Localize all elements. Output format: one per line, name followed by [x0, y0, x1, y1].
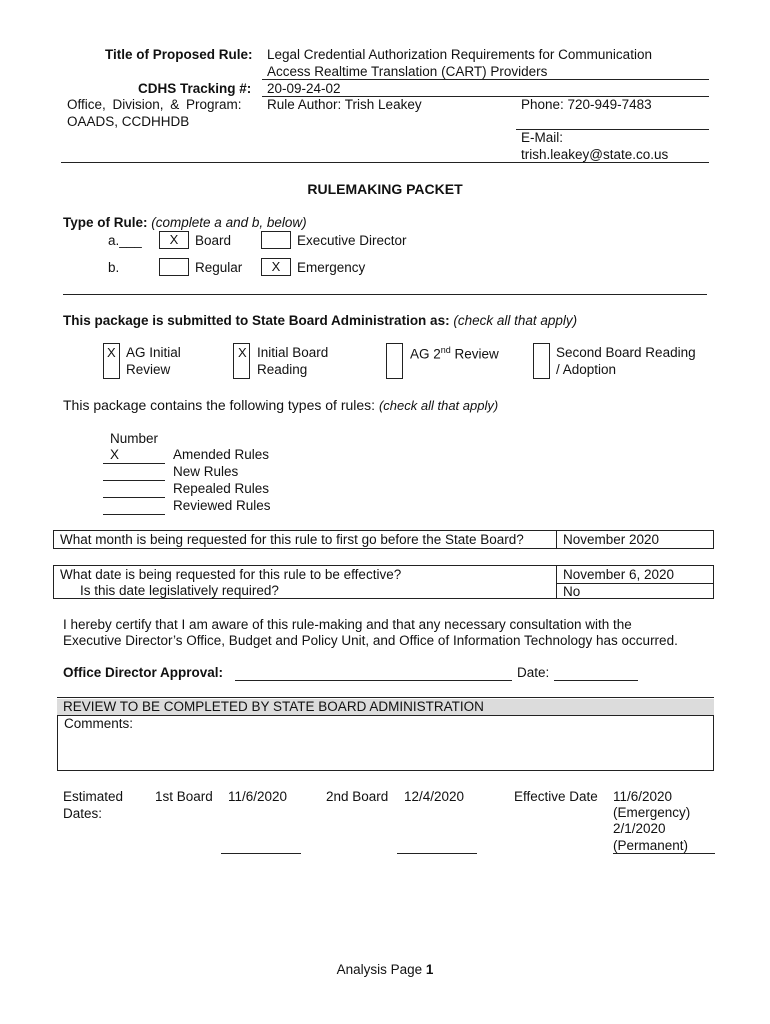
- emergency-label: Emergency: [297, 260, 366, 275]
- tracking-value: 20-09-24-02: [267, 81, 341, 96]
- amended-rules-line: [103, 463, 165, 464]
- title-underline: [262, 79, 709, 80]
- type-of-rule-label: Type of Rule:: [63, 215, 148, 230]
- reviewed-rules-line: [103, 514, 165, 515]
- approval-label: Office Director Approval:: [63, 665, 224, 680]
- submitted-label: This package is submitted to State Board Administration as:: [63, 313, 450, 328]
- effective-date-label: Effective Date: [514, 789, 598, 804]
- effective-date-line: [613, 853, 715, 854]
- initial-board-label-2: Reading: [257, 362, 308, 377]
- second-board-value: 12/4/2020: [404, 789, 465, 804]
- contains-hint: (check all that apply): [378, 398, 499, 413]
- effective-date-2-note: (Permanent): [613, 838, 689, 853]
- comments-box[interactable]: [57, 715, 714, 771]
- month-answer[interactable]: November 2020: [563, 532, 660, 547]
- emergency-checkbox[interactable]: X: [261, 258, 291, 276]
- comments-label: Comments:: [64, 716, 134, 731]
- estimated-label-2: Dates:: [63, 806, 103, 821]
- title-value-line2: Access Realtime Translation (CART) Providers: [267, 64, 548, 79]
- email-value: trish.leakey@state.co.us: [521, 147, 669, 162]
- date-question-cell: [54, 566, 557, 598]
- new-rules-label: New Rules: [173, 464, 239, 479]
- title-value-line1: Legal Credential Authorization Requirements for Communication: [267, 47, 652, 62]
- date-sub-answer[interactable]: No: [563, 584, 581, 599]
- review-top-rule: [57, 697, 714, 698]
- estimated-label-1: Estimated: [63, 789, 124, 804]
- number-header: Number: [110, 431, 159, 446]
- effective-date-1: 11/6/2020: [613, 789, 673, 804]
- footer-label: Analysis Page: [336, 962, 423, 977]
- approval-signature-line[interactable]: [235, 680, 512, 681]
- tracking-label: CDHS Tracking #:: [138, 81, 252, 96]
- initial-board-label-1: Initial Board: [257, 345, 329, 360]
- date-answer[interactable]: November 6, 2020: [557, 566, 713, 584]
- ag-initial-label-1: AG Initial: [126, 345, 181, 360]
- amended-rules-label: Amended Rules: [173, 447, 270, 462]
- executive-director-label: Executive Director: [297, 233, 407, 248]
- email-label: E-Mail:: [521, 130, 564, 145]
- date-question-table: [53, 565, 714, 599]
- certify-line2: Executive Director’s Office, Budget and Policy Unit, and Office of Information Technology has occurred.: [63, 633, 678, 648]
- second-board-reading-label-2: / Adoption: [556, 362, 617, 377]
- date-answer-cell: [557, 566, 713, 598]
- new-rules-line: [103, 480, 165, 481]
- submitted-hint: (check all that apply): [453, 313, 578, 328]
- repealed-rules-line: [103, 497, 165, 498]
- initial-board-checkbox[interactable]: X: [233, 343, 250, 379]
- second-board-label: 2nd Board: [326, 789, 389, 804]
- effective-date-1-note: (Emergency): [613, 805, 691, 820]
- reviewed-rules-label: Reviewed Rules: [173, 498, 271, 513]
- date-sub-question: Is this date legislatively required?: [80, 583, 279, 598]
- footer: [0, 962, 770, 977]
- first-board-value: 11/6/2020: [228, 789, 288, 804]
- office-label: Office, Division, & Program:: [67, 97, 242, 112]
- author-label: Rule Author: Trish Leakey: [267, 97, 422, 112]
- contains-label: This package contains the following types of rules:: [63, 397, 376, 413]
- ag-initial-label-2: Review: [126, 362, 171, 377]
- row-b-prefix: b.: [108, 260, 120, 275]
- month-question: What month is being requested for this rule to first go before the State Board?: [54, 531, 557, 548]
- review-header: REVIEW TO BE COMPLETED BY STATE BOARD ADMINISTRATION: [57, 699, 714, 715]
- page-number: 1: [425, 962, 434, 977]
- second-board-line: [397, 853, 477, 854]
- first-board-line: [221, 853, 301, 854]
- first-board-label: 1st Board: [155, 789, 213, 804]
- month-question-table: [53, 530, 714, 549]
- executive-director-checkbox[interactable]: [261, 231, 291, 249]
- ag-second-review-checkbox[interactable]: [386, 343, 403, 379]
- ag-second-review-label: AG 2nd Review: [410, 345, 499, 362]
- row-a-prefix: a.___: [108, 233, 142, 248]
- title-label: Title of Proposed Rule:: [105, 47, 253, 62]
- board-checkbox[interactable]: X: [159, 231, 189, 249]
- second-board-reading-checkbox[interactable]: [533, 343, 550, 379]
- type-of-rule-hint: (complete a and b, below): [151, 215, 307, 230]
- submitted-heading: [63, 313, 577, 328]
- repealed-rules-label: Repealed Rules: [173, 481, 270, 496]
- board-label: Board: [195, 233, 232, 248]
- approval-date-line[interactable]: [554, 680, 638, 681]
- packet-title: RULEMAKING PACKET: [307, 181, 463, 197]
- phone-label: Phone: 720-949-7483: [521, 97, 652, 112]
- regular-label: Regular: [195, 260, 243, 275]
- regular-checkbox[interactable]: [159, 258, 189, 276]
- header-divider: [61, 162, 709, 163]
- type-of-rule-heading: [63, 215, 307, 230]
- second-board-reading-label-1: Second Board Reading: [556, 345, 696, 360]
- office-value: OAADS, CCDHHDB: [67, 114, 190, 129]
- ag-initial-checkbox[interactable]: X: [103, 343, 120, 379]
- amended-rules-mark[interactable]: X: [110, 447, 120, 462]
- contains-heading: [63, 397, 498, 413]
- approval-date-label: Date:: [517, 665, 550, 680]
- date-question: What date is being requested for this rule to be effective?: [60, 567, 402, 582]
- type-divider: [63, 294, 707, 295]
- effective-date-2: 2/1/2020: [613, 821, 666, 836]
- certify-line1: I hereby certify that I am aware of this rule-making and that any necessary consultation with the: [63, 617, 632, 632]
